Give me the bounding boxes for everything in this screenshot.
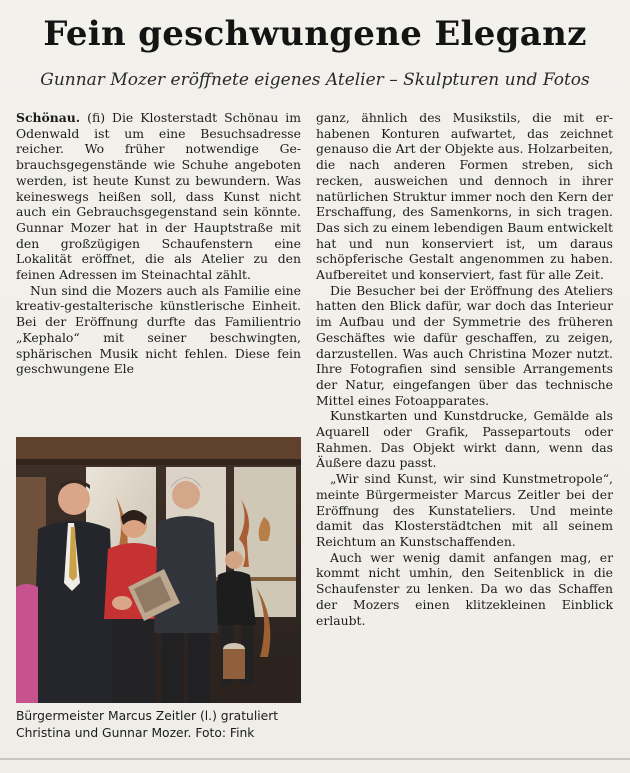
article-paragraph-1 — [16, 110, 301, 283]
article-paragraph-5: „Wir sind Kunst, wir sind Kunstmetropole“, meinte Bürgermeister Marcus Zeitler bei der Eröffnung des Kunstateliers. Und meinte damit das Klosterstädtchen mit all seinem Reichtum an Kunstschaffenden. — [316, 471, 613, 549]
photo-illustration — [16, 437, 301, 703]
article-paragraph-2-start: Nun sind die Mozers auch als Familie eine kreativ-gestalterische künstlerische Einheit. Bei der Eröffnung durfte das Familientrio „Kephalo“ mit seiner beschwingten, sphärischen Musik nicht fehlen. Diese fein geschwungene Ele — [16, 282, 301, 377]
article-paragraph-4: Kunstkarten und Kunstdrucke, Gemälde als Aquarell oder Grafik, Passepartouts oder Rahmen. Das Objekt wirkt dann, wenn das Äußere dazu passt. — [316, 408, 613, 471]
article-dateline: Schönau. — [16, 110, 81, 125]
paragraph-1-text: Die Klosterstadt Schönau im Odenwald ist um eine Besuchsadresse reicher. Wo früher notwendige Gebrauchsgegenstände wie Schuhe angeboten werden, ist heute Kunst zu bewundern. Was keineswegs heißen soll, dass Kunst nicht auch ein Gebrauchsgegenstand sein könnte. Gunnar Mozer hat in der Hauptstraße mit den großzügigen Schaufenstern eine Lokalität eröffnet, die als Atelier zu den feinen Adressen im Steinachtal zählt. — [16, 110, 301, 283]
article-photo — [16, 437, 301, 703]
article-paragraph-3: Die Besucher bei der Eröffnung des Ateliers hatten den Blick dafür, war doch das Interieur im Aufbau und der Symmetrie des früheren Geschäftes wie dafür geschaffen, zu zeigen, darzustellen. Was auch Christina Mozer nutzt. Ihre Fotografien sind sensible Arrangements der Natur, eingefangen über das technische Mittel eines Fotoapparates. — [316, 282, 613, 408]
article-subheadline: Gunnar Mozer eröffnete eigenes Atelier – Skulpturen und Fotos — [40, 70, 590, 90]
article-headline: Fein geschwungene Eleganz — [43, 14, 587, 54]
bottom-divider — [0, 758, 630, 760]
article-column-2 — [316, 110, 613, 628]
article-column-1 — [16, 110, 301, 377]
photo-caption: Bürgermeister Marcus Zeitler (l.) gratuliert Christina und Gunnar Mozer. Foto: Fink — [16, 709, 279, 740]
article-paragraph-2-cont: ganz, ähnlich des Musikstils, die mit erhabenen Konturen aufwartet, das zeichnet genauso die Art der Objekte aus. Holzarbeiten, die nach anderen Formen streben, sich recken, ausweichen und dennoch in ihrer natürlichen Struktur immer noch den Kern der Erschaffung, des Samenkorns, in sich tragen. Das sich zu einem lebendigen Baum entwickelt hat und nun konserviert ist, um daraus schöpferische Gestalt angenommen zu haben. Aufbereitet und konserviert, fast für alle Zeit. — [316, 110, 613, 283]
author-tag: (fi) — [87, 110, 106, 125]
article-paragraph-6: Auch wer wenig damit anfangen mag, er kommt nicht umhin, den Seitenblick in die Schaufenster zu lenken. Da wo das Schaffen der Mozers einen klitzekleinen Einblick erlaubt. — [316, 549, 613, 628]
